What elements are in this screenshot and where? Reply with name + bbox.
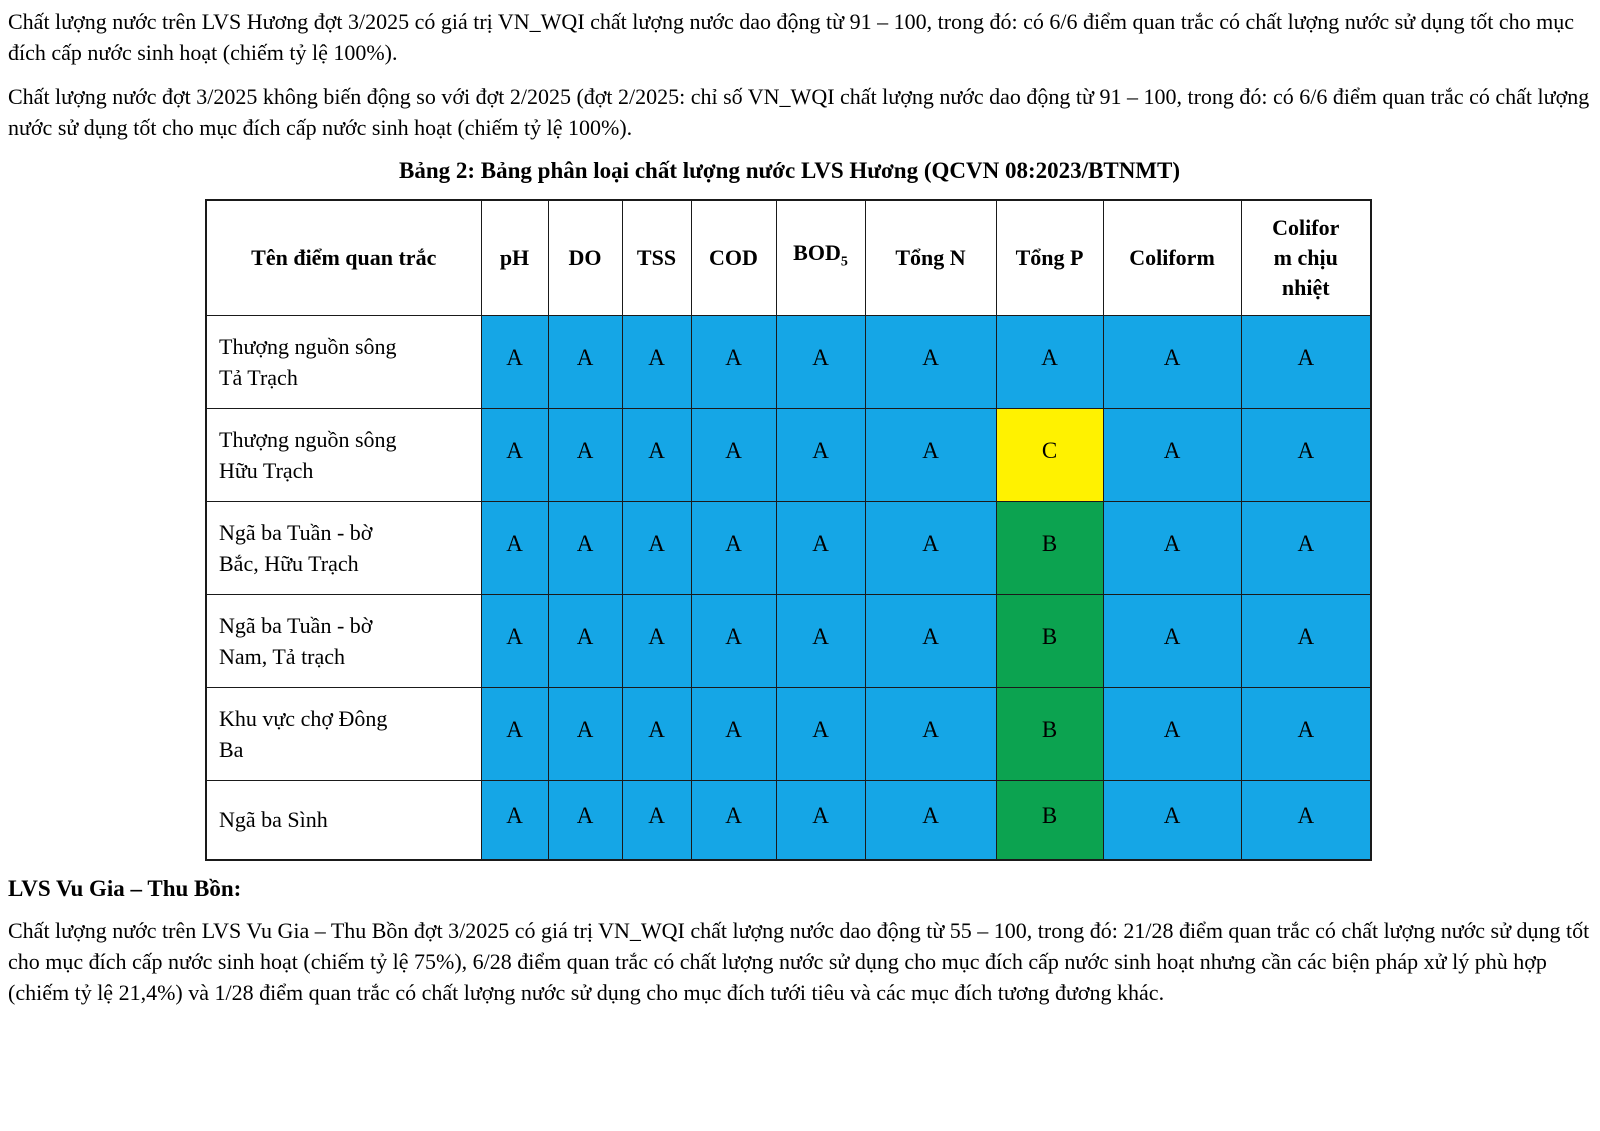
grade-cell: A [622, 780, 691, 860]
column-header-do: DO [548, 200, 622, 315]
station-name-cell: Ngã ba Sình [206, 780, 481, 860]
grade-cell: A [776, 594, 865, 687]
station-name-cell: Khu vực chợ Đông Ba [206, 687, 481, 780]
grade-cell: A [1241, 594, 1371, 687]
column-header-coliform: Coliform [1103, 200, 1241, 315]
grade-cell: A [1103, 408, 1241, 501]
coliform-heat-label: Coliform chịu nhiệt [1272, 214, 1340, 300]
grade-cell: A [548, 501, 622, 594]
grade-cell: A [481, 780, 548, 860]
grade-cell: A [622, 408, 691, 501]
grade-cell: A [865, 315, 996, 408]
bod-subscript: 5 [840, 254, 848, 270]
grade-cell: A [776, 501, 865, 594]
paragraph-huong-comparison: Chất lượng nước đợt 3/2025 không biến động so với đợt 2/2025 (đợt 2/2025: chỉ số VN_WQI chất lượng nước dao động từ 91 – 100, trong đó: có 6/6 điểm quan trắc có chất lượng nước sử dụng tốt cho mục đích cấp nước sinh hoạt (chiếm tỷ lệ 100%). [8, 84, 1590, 140]
table-row [206, 687, 1371, 780]
grade-cell: B [996, 501, 1103, 594]
grade-cell: A [776, 315, 865, 408]
grade-cell: A [1241, 687, 1371, 780]
grade-cell: A [865, 687, 996, 780]
grade-cell: A [548, 315, 622, 408]
grade-cell: A [1103, 315, 1241, 408]
grade-cell: A [1103, 501, 1241, 594]
grade-cell: A [776, 408, 865, 501]
station-name-cell: Thượng nguồn sông Hữu Trạch [206, 408, 481, 501]
column-header-bod5 [776, 200, 865, 315]
grade-cell: A [865, 501, 996, 594]
grade-cell: A [691, 315, 776, 408]
grade-cell: A [1241, 315, 1371, 408]
grade-cell: A [691, 780, 776, 860]
grade-cell: A [1241, 780, 1371, 860]
grade-cell: B [996, 594, 1103, 687]
column-header-cod: COD [691, 200, 776, 315]
grade-cell: A [548, 687, 622, 780]
table-row [206, 501, 1371, 594]
table-caption: Bảng 2: Bảng phân loại chất lượng nước LVS Hương (QCVN 08:2023/BTNMT) [398, 158, 1181, 183]
water-quality-classification-table [205, 199, 1372, 861]
table-row [206, 594, 1371, 687]
grade-cell: A [548, 594, 622, 687]
grade-cell: A [691, 594, 776, 687]
grade-cell: A [481, 408, 548, 501]
grade-cell: A [996, 315, 1103, 408]
bod-label: BOD [793, 240, 841, 266]
station-name-cell: Thượng nguồn sông Tả Trạch [206, 315, 481, 408]
grade-cell: A [481, 687, 548, 780]
grade-cell: A [481, 315, 548, 408]
column-header-coliform-heat [1241, 200, 1371, 315]
grade-cell: C [996, 408, 1103, 501]
paragraph-vu-gia-summary: Chất lượng nước trên LVS Vu Gia – Thu Bồn đợt 3/2025 có giá trị VN_WQI chất lượng nước dao động từ 55 – 100, trong đó: 21/28 điểm quan trắc có chất lượng nước sử dụng tốt cho mục đích cấp nước sinh hoạt (chiếm tỷ lệ 75%), 6/28 điểm quan trắc có chất lượng nước sử dụng cho mục đích cấp nước sinh hoạt nhưng cần các biện pháp xử lý phù hợp (chiếm tỷ lệ 21,4%) và 1/28 điểm quan trắc có chất lượng nước sử dụng cho mục đích tưới tiêu và các mục đích tương đương khác. [8, 918, 1590, 1005]
grade-cell: A [622, 315, 691, 408]
grade-cell: A [691, 501, 776, 594]
grade-cell: A [548, 780, 622, 860]
paragraph-huong-summary: Chất lượng nước trên LVS Hương đợt 3/2025 có giá trị VN_WQI chất lượng nước dao động từ 91 – 100, trong đó: có 6/6 điểm quan trắc có chất lượng nước sử dụng tốt cho mục đích cấp nước sinh hoạt (chiếm tỷ lệ 100%). [8, 9, 1574, 65]
grade-cell: A [622, 687, 691, 780]
grade-cell: A [1103, 687, 1241, 780]
column-header-tong-p: Tổng P [996, 200, 1103, 315]
grade-cell: A [622, 594, 691, 687]
table-section [205, 156, 1374, 861]
grade-cell: A [481, 501, 548, 594]
column-header-station-name: Tên điểm quan trắc [206, 200, 481, 315]
table-row [206, 315, 1371, 408]
grade-cell: A [691, 408, 776, 501]
column-header-tss: TSS [622, 200, 691, 315]
grade-cell: A [1241, 501, 1371, 594]
grade-cell: A [776, 780, 865, 860]
document [8, 6, 1592, 1008]
station-name-cell: Ngã ba Tuần - bờ Nam, Tả trạch [206, 594, 481, 687]
grade-cell: A [548, 408, 622, 501]
grade-cell: A [691, 687, 776, 780]
grade-cell: B [996, 780, 1103, 860]
grade-cell: A [1103, 780, 1241, 860]
table-row [206, 408, 1371, 501]
grade-cell: A [865, 594, 996, 687]
station-name-cell: Ngã ba Tuần - bờ Bắc, Hữu Trạch [206, 501, 481, 594]
grade-cell: A [481, 594, 548, 687]
table-row [206, 780, 1371, 860]
section-heading-vu-gia-thu-bon: LVS Vu Gia – Thu Bồn: [8, 876, 242, 901]
grade-cell: A [776, 687, 865, 780]
grade-cell: A [865, 408, 996, 501]
grade-cell: B [996, 687, 1103, 780]
grade-cell: A [622, 501, 691, 594]
column-header-ph: pH [481, 200, 548, 315]
grade-cell: A [1103, 594, 1241, 687]
grade-cell: A [865, 780, 996, 860]
grade-cell: A [1241, 408, 1371, 501]
header-row [206, 200, 1371, 315]
column-header-tong-n: Tổng N [865, 200, 996, 315]
